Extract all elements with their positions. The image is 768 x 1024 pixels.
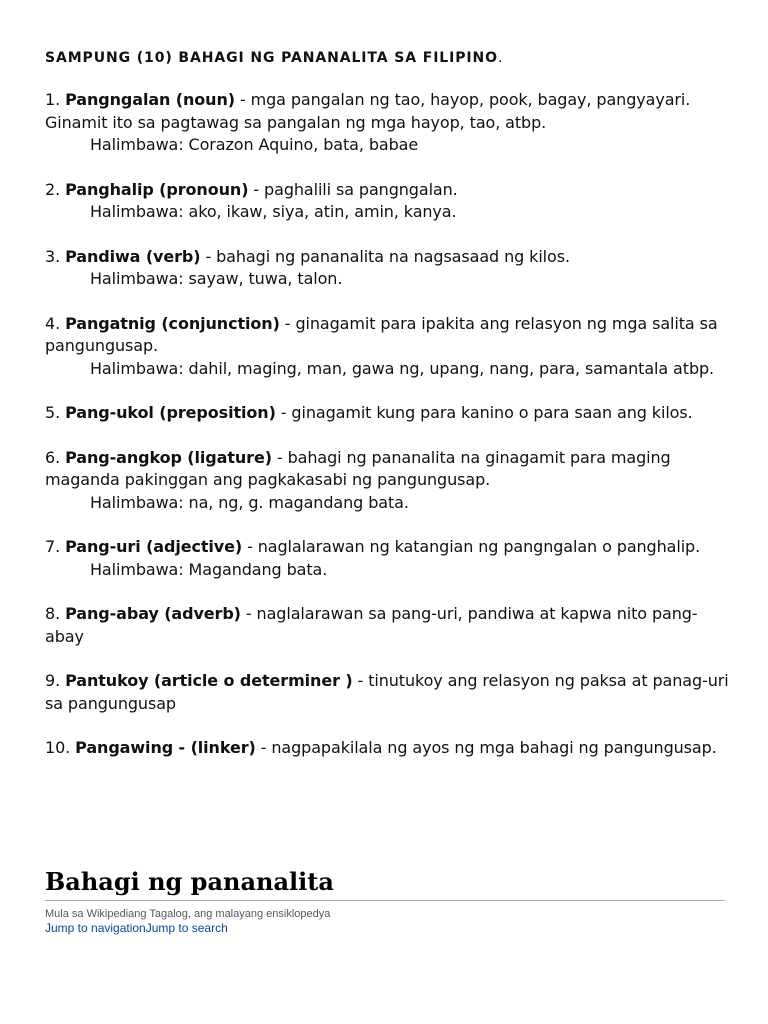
entry-example: Halimbawa: sayaw, tuwa, talon. xyxy=(90,269,343,288)
entry-1 xyxy=(45,89,735,157)
entry-line xyxy=(45,89,735,134)
entry-example: Halimbawa: Magandang bata. xyxy=(90,559,328,579)
entry-number: 3. xyxy=(45,246,66,266)
entry-line xyxy=(45,402,735,425)
document-title xyxy=(45,47,735,69)
entry-9 xyxy=(45,670,735,715)
wiki-page-title: Bahagi ng pananalita xyxy=(45,866,725,901)
entry-definition: - bahagi ng pananalita na ginagamit para maging maganda pakinggan ang pagkakasabi ng pangungusap. xyxy=(45,447,671,489)
entry-number: 6. xyxy=(45,447,66,467)
entry-number: 1. xyxy=(45,90,66,109)
entry-line xyxy=(45,246,735,269)
entry-definition: - paghalili sa pangngalan. xyxy=(248,179,458,199)
entry-definition: - naglalarawan ng katangian ng pangngalan o panghalip. xyxy=(242,537,701,556)
entry-line xyxy=(45,447,735,492)
entries-list xyxy=(45,89,735,760)
entry-definition: - mga pangalan ng tao, hayop, pook, bagay, pangyayari. Ginamit ito sa pagtawag sa pangalan ng mga hayop, tao, atbp. xyxy=(45,90,691,132)
entry-line xyxy=(45,313,735,358)
entry-line xyxy=(45,670,735,715)
entry-3 xyxy=(45,246,735,291)
entry-definition: - nagpapakilala ng ayos ng mga bahagi ng pangungusap. xyxy=(255,738,717,757)
entry-line xyxy=(45,737,735,760)
jump-to-search-link[interactable]: Jump to search xyxy=(145,921,228,935)
entry-7 xyxy=(45,536,735,581)
entry-6 xyxy=(45,447,735,515)
entry-definition: - ginagamit para ipakita ang relasyon ng mga salita sa pangungusap. xyxy=(45,313,718,355)
entry-example: Halimbawa: dahil, maging, man, gawa ng, upang, nang, para, samantala atbp. xyxy=(90,358,715,378)
entry-term: Pangngalan (noun) xyxy=(65,90,235,109)
document-title-text: SAMPUNG (10) BAHAGI NG PANANALITA SA FILIPINO xyxy=(45,50,498,66)
jump-to-navigation-link[interactable]: Jump to navigation xyxy=(45,921,146,935)
entry-term: Pandiwa (verb) xyxy=(65,246,201,266)
entry-number: 4. xyxy=(45,313,66,333)
entry-definition: - tinutukoy ang relasyon ng paksa at panag-uri sa pangungusap xyxy=(45,671,729,713)
wiki-tagline: Mula sa Wikipediang Tagalog, ang malayang ensiklopedya xyxy=(45,908,331,920)
entry-term: Panghalip (pronoun) xyxy=(65,179,249,199)
entry-example: Halimbawa: na, ng, g. magandang bata. xyxy=(90,492,409,512)
entry-example: Halimbawa: Corazon Aquino, bata, babae xyxy=(90,135,419,154)
entry-8 xyxy=(45,603,735,648)
document-page xyxy=(45,47,735,782)
entry-term: Pang-angkop (ligature) xyxy=(65,447,272,467)
entry-definition: - ginagamit kung para kanino o para saan ang kilos. xyxy=(275,403,693,422)
entry-2 xyxy=(45,179,735,224)
entry-10 xyxy=(45,737,735,760)
entry-number: 10. xyxy=(45,738,76,757)
entry-5 xyxy=(45,402,735,425)
entry-4 xyxy=(45,313,735,381)
document-title-period: . xyxy=(497,50,504,66)
entry-number: 7. xyxy=(45,537,66,556)
entry-term: Pangatnig (conjunction) xyxy=(65,313,280,333)
entry-term: Pangawing - (linker) xyxy=(75,738,256,757)
entry-term: Pang-abay (adverb) xyxy=(65,604,241,623)
entry-number: 5. xyxy=(45,403,66,422)
entry-number: 8. xyxy=(45,604,66,623)
entry-example: Halimbawa: ako, ikaw, siya, atin, amin, kanya. xyxy=(90,202,457,221)
entry-line xyxy=(45,179,735,202)
wiki-section xyxy=(45,866,725,935)
entry-term: Pang-uri (adjective) xyxy=(65,537,243,556)
entry-definition: - naglalarawan sa pang-uri, pandiwa at kapwa nito pang-abay xyxy=(45,604,698,646)
entry-number: 2. xyxy=(45,179,66,199)
entry-term: Pantukoy (article o determiner ) xyxy=(65,671,353,690)
entry-line xyxy=(45,603,735,648)
entry-term: Pang-ukol (preposition) xyxy=(65,403,276,422)
wiki-jump-links xyxy=(45,921,725,935)
entry-definition: - bahagi ng pananalita na nagsasaad ng kilos. xyxy=(200,246,570,266)
entry-number: 9. xyxy=(45,671,66,690)
entry-line xyxy=(45,536,735,559)
